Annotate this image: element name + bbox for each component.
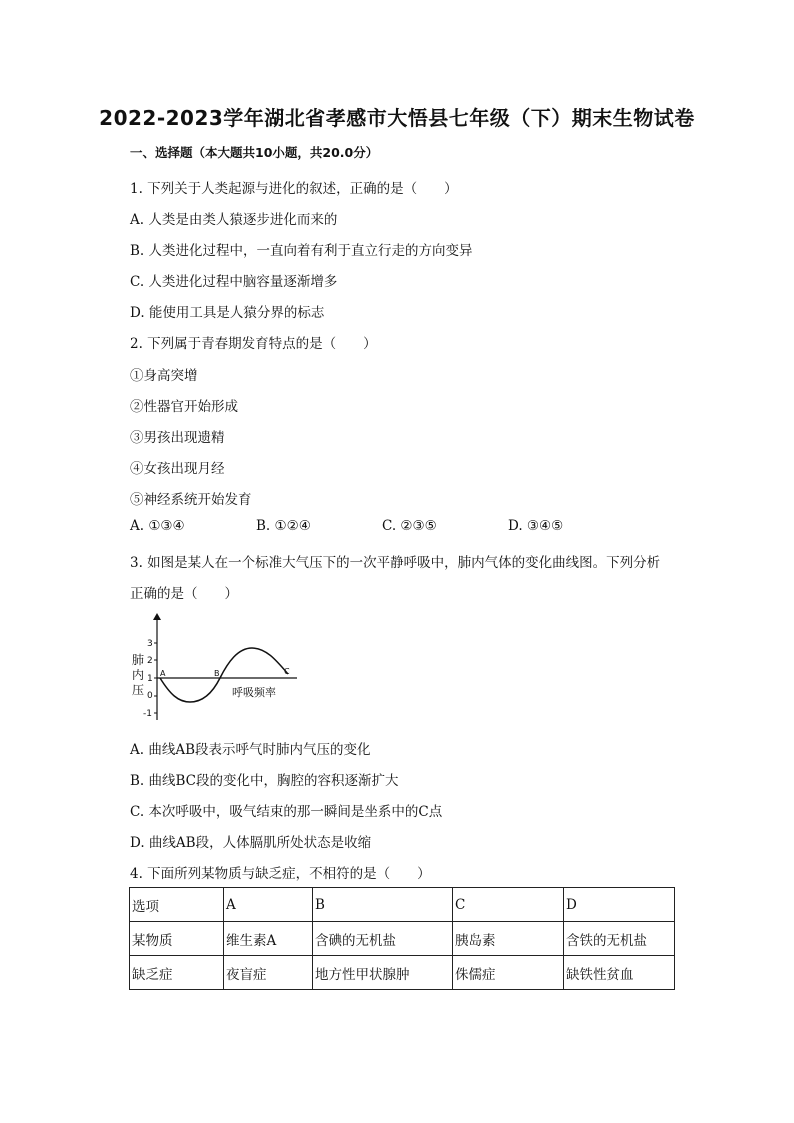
table-cell: 选项 bbox=[130, 888, 224, 922]
q1-option-a: A. 人类是由类人猿逐步进化而来的 bbox=[130, 212, 338, 228]
table-row bbox=[130, 888, 675, 922]
table-cell: D bbox=[564, 888, 675, 922]
y-tick-neg1: -1 bbox=[143, 709, 152, 719]
y-tick-3: 3 bbox=[147, 639, 153, 649]
point-a-label: A bbox=[160, 669, 166, 678]
table-cell: 某物质 bbox=[130, 922, 224, 956]
q1-stem: 1. 下列关于人类起源与进化的叙述，正确的是（ ） bbox=[130, 181, 458, 197]
table-cell: 维生素A bbox=[224, 922, 313, 956]
table-cell: 夜盲症 bbox=[224, 956, 313, 990]
q2-item-5: ⑤神经系统开始发育 bbox=[130, 492, 252, 508]
y-axis-arrow bbox=[153, 613, 161, 620]
table-cell: 缺铁性贫血 bbox=[564, 956, 675, 990]
q4-table bbox=[129, 887, 675, 990]
table-cell: C bbox=[453, 888, 564, 922]
q2-options bbox=[130, 518, 650, 534]
y-tick-1: 1 bbox=[147, 674, 153, 684]
q1-option-c: C. 人类进化过程中脑容量逐渐增多 bbox=[130, 274, 338, 290]
table-cell: 缺乏症 bbox=[130, 956, 224, 990]
point-b-label: B bbox=[214, 669, 220, 678]
section-heading: 一、选择题（本大题共10小题，共20.0分） bbox=[130, 145, 379, 160]
y-label-1: 肺 bbox=[132, 653, 145, 667]
q2-item-3: ③男孩出现遗精 bbox=[130, 430, 225, 446]
q2-option-c: C. ②③⑤ bbox=[382, 518, 437, 534]
table-row bbox=[130, 956, 675, 990]
lung-pressure-chart bbox=[132, 612, 310, 724]
table-cell: 地方性甲状腺肿 bbox=[313, 956, 453, 990]
q3-stem-line2: 正确的是（ ） bbox=[130, 586, 238, 602]
q2-option-d: D. ③④⑤ bbox=[508, 518, 564, 534]
y-tick-0: 0 bbox=[147, 691, 153, 701]
q2-item-1: ①身高突增 bbox=[130, 368, 198, 384]
x-axis-label: 呼吸频率 bbox=[232, 686, 276, 699]
point-c-label: C bbox=[284, 667, 290, 676]
q3-option-a: A. 曲线AB段表示呼气时肺内气压的变化 bbox=[130, 742, 371, 758]
y-tick-2: 2 bbox=[147, 656, 153, 666]
table-cell: 含铁的无机盐 bbox=[564, 922, 675, 956]
q2-item-2: ②性器官开始形成 bbox=[130, 399, 238, 415]
table-cell: A bbox=[224, 888, 313, 922]
q3-option-b: B. 曲线BC段的变化中，胸腔的容积逐渐扩大 bbox=[130, 773, 399, 789]
table-cell: 含碘的无机盐 bbox=[313, 922, 453, 956]
q3-option-d: D. 曲线AB段，人体膈肌所处状态是收缩 bbox=[130, 835, 372, 851]
page-title: 2022-2023学年湖北省孝感市大悟县七年级（下）期末生物试卷 bbox=[99, 106, 695, 130]
table-cell: B bbox=[313, 888, 453, 922]
table-cell: 胰岛素 bbox=[453, 922, 564, 956]
q2-option-b: B. ①②④ bbox=[256, 518, 311, 534]
q2-stem: 2. 下列属于青春期发育特点的是（ ） bbox=[130, 336, 377, 352]
q3-stem-line1: 3. 如图是某人在一个标准大气压下的一次平静呼吸中，肺内气体的变化曲线图。下列分析 bbox=[130, 555, 661, 571]
q2-option-a: A. ①③④ bbox=[130, 518, 185, 534]
y-label-2: 内 bbox=[132, 668, 145, 682]
table-row bbox=[130, 922, 675, 956]
q1-option-d: D. 能使用工具是人猿分界的标志 bbox=[130, 305, 325, 321]
q1-option-b: B. 人类进化过程中，一直向着有利于直立行走的方向变异 bbox=[130, 243, 473, 259]
q3-option-c: C. 本次呼吸中，吸气结束的那一瞬间是坐系中的C点 bbox=[130, 804, 443, 820]
q4-stem: 4. 下面所列某物质与缺乏症，不相符的是（ ） bbox=[130, 866, 431, 882]
table-cell: 侏儒症 bbox=[453, 956, 564, 990]
q2-item-4: ④女孩出现月经 bbox=[130, 461, 225, 477]
y-label-3: 压 bbox=[132, 683, 145, 697]
